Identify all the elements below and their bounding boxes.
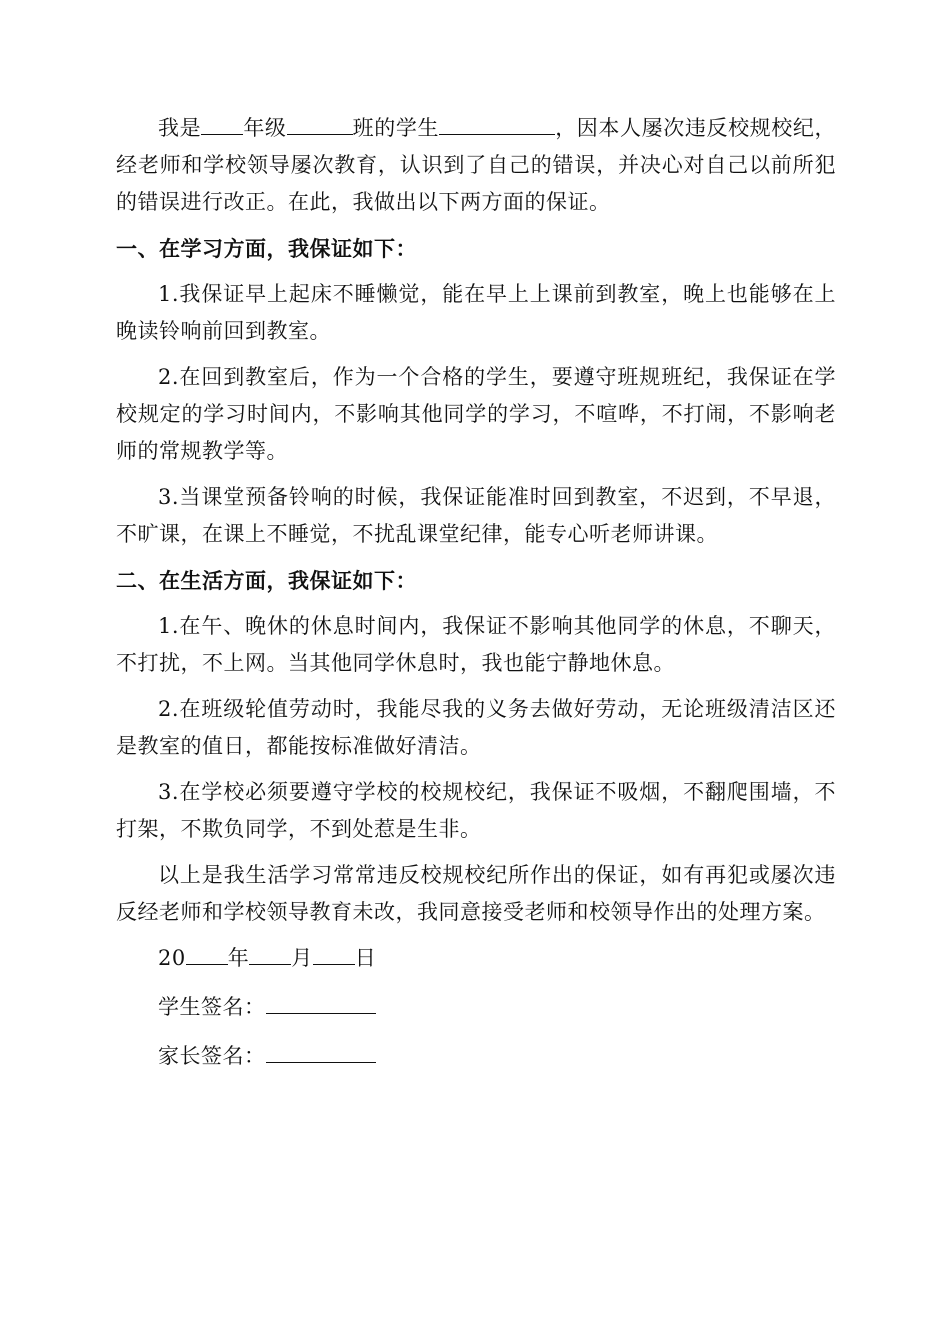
study-item-2: 2.在回到教室后，作为一个合格的学生，要遵守班规班纪，我保证在学校规定的学习时间内，不影响其他同学的学习，不喧哗，不打闹，不影响老师的常规教学等。 — [116, 365, 836, 463]
student-signature-line — [116, 989, 836, 1026]
date-month-label: 月 — [291, 946, 313, 970]
life-item-2: 2.在班级轮值劳动时，我能尽我的义务去做好劳动，无论班级清洁区还是教室的值日，都能按标准做好清洁。 — [116, 697, 836, 758]
intro-paragraph — [116, 110, 836, 221]
intro-text-3: 班的学生 — [352, 116, 440, 140]
student-name-blank — [439, 114, 555, 135]
intro-text-4: ，因本人屡次违反校规校纪，经老师和学校领导屡次教育，认识到了自己的错误，并决心对自己以前所犯的错误进行改正。在此，我做出以下两方面的保证。 — [116, 116, 837, 214]
study-item-1: 1.我保证早上起床不睡懒觉，能在早上上课前到教室，晚上也能够在上晚读铃响前回到教室。 — [116, 282, 836, 343]
life-heading: 二、在生活方面，我保证如下： — [116, 568, 417, 593]
intro-text-2: 年级 — [243, 116, 287, 140]
signature-block — [116, 940, 836, 1075]
student-signature-blank — [266, 993, 376, 1014]
date-line — [116, 940, 836, 977]
study-item-3: 3.当课堂预备铃响的时候，我保证能准时回到教室，不迟到，不早退，不旷课，在课上不睡觉，不扰乱课堂纪律，能专心听老师讲课。 — [116, 485, 836, 546]
parent-signature-label: 家长签名： — [158, 1044, 266, 1068]
life-item-3: 3.在学校必须要遵守学校的校规校纪，我保证不吸烟，不翻爬围墙，不打架，不欺负同学，不到处惹是生非。 — [116, 780, 836, 841]
date-year-label: 年 — [227, 946, 250, 970]
study-heading: 一、在学习方面，我保证如下： — [116, 236, 417, 261]
class-blank — [287, 114, 353, 135]
month-blank — [249, 944, 291, 965]
day-blank — [313, 944, 355, 965]
intro-text-1: 我是 — [158, 116, 202, 140]
year-blank — [186, 944, 228, 965]
parent-signature-line — [116, 1038, 836, 1075]
date-prefix: 20 — [158, 946, 186, 970]
life-item-1: 1.在午、晚休的休息时间内，我保证不影响其他同学的休息，不聊天，不打扰，不上网。当其他同学休息时，我也能宁静地休息。 — [116, 614, 836, 675]
closing-paragraph: 以上是我生活学习常常违反校规校纪所作出的保证，如有再犯或屡次违反经老师和学校领导教育未改，我同意接受老师和校领导作出的处理方案。 — [116, 863, 836, 924]
student-signature-label: 学生签名： — [158, 995, 266, 1019]
document-body — [116, 110, 836, 1087]
grade-blank — [201, 114, 243, 135]
date-day-label: 日 — [354, 946, 377, 970]
parent-signature-blank — [266, 1042, 376, 1063]
